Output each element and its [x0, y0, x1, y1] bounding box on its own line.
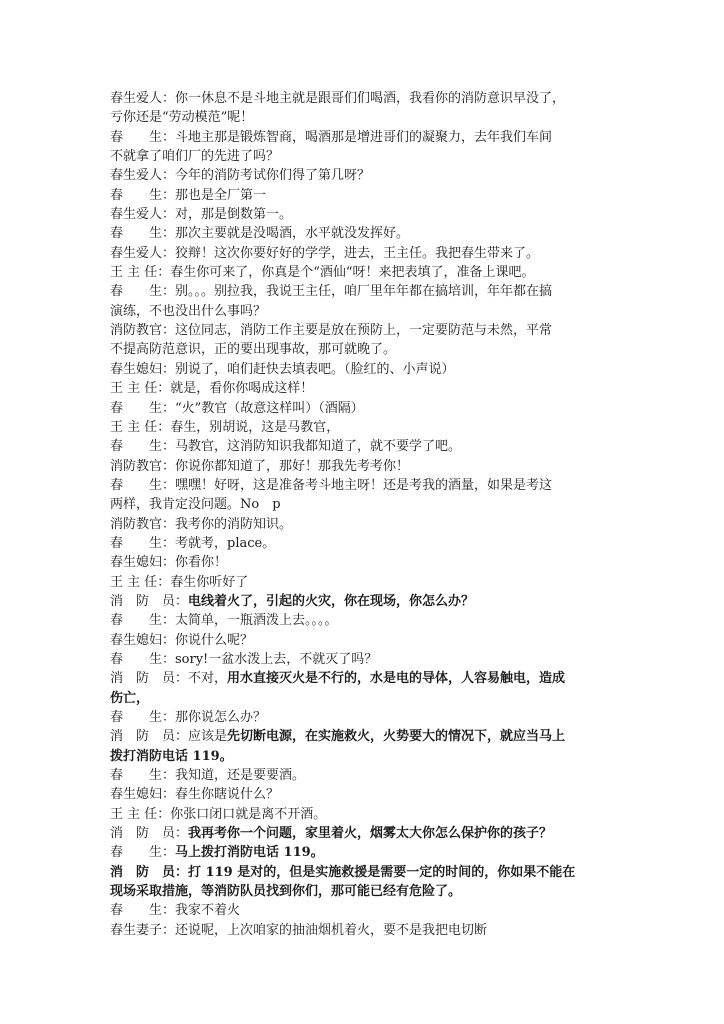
dialogue-line: [110, 476, 620, 495]
line-text: 春 生：别。。。别拉我，我说王主任，咱厂里年年都在搞培训，年年都在搞: [110, 284, 553, 300]
dialogue-line: [110, 611, 620, 630]
dialogue-line: [110, 843, 620, 862]
line-text: 春 生：: [110, 845, 176, 861]
line-text: 春 生：那你说怎么办？: [110, 710, 267, 725]
dialogue-line: [110, 360, 620, 379]
line-text: 王 主 任：你张口闭口就是离不开酒。: [110, 806, 327, 822]
line-text: 两样，我肯定没问题。No p: [110, 497, 281, 513]
line-text: 春 生：sory!一盆水泼上去，不就灭了吗？: [110, 651, 378, 667]
line-text: 春生妻子：还说呢，上次咱家的抽油烟机着火，要不是我把电切断: [110, 922, 488, 938]
line-text: 春生爱人：今年的消防考试你们得了第几呀？: [110, 168, 371, 184]
line-text: 我再考你一个问题，家里着火，烟雾太大你怎么保护你的孩子？: [188, 826, 553, 842]
dialogue-line: [110, 302, 620, 321]
dialogue-line: [110, 747, 620, 766]
line-text: 春生媳妇：春生你瞎说什么？: [110, 787, 280, 803]
dialogue-line: [110, 205, 620, 224]
dialogue-line: [110, 224, 620, 243]
dialogue-line: [110, 399, 620, 418]
line-text: 春生爱人：对，那是倒数第一。: [110, 207, 293, 223]
line-text: 春生爱人：狡辩！这次你要好好的学学，进去，王主任。我把春生带来了。: [110, 245, 540, 261]
line-text: 春 生：考就考，place。: [110, 535, 276, 551]
line-text: 先切断电源，在实施救火，火势要大的情况下，就应当马上: [227, 729, 566, 745]
dialogue-line: [110, 244, 620, 263]
dialogue-line: [110, 186, 620, 205]
line-text: 不就拿了咱们厂的先进了吗？: [110, 149, 280, 165]
line-text: 消 防 员：不对，: [110, 671, 228, 687]
dialogue-line: [110, 128, 620, 147]
dialogue-line: [110, 263, 620, 282]
dialogue-line: [110, 534, 620, 553]
dialogue-line: [110, 457, 620, 476]
dialogue-line: [110, 708, 620, 727]
dialogue-line: [110, 882, 620, 901]
line-text: 消防教官：我考你的消防知识。: [110, 516, 293, 532]
line-text: 春 生：那次主要就是没喝酒，水平就没发挥好。: [110, 226, 410, 242]
dialogue-line: [110, 379, 620, 398]
dialogue-line: [110, 901, 620, 920]
line-text: 消防教官：你说你都知道了，那好！那我先考考你！: [110, 458, 410, 474]
dialogue-line: [110, 437, 620, 456]
line-text: 王 主 任：就是，看你你喝成这样！: [110, 381, 314, 397]
dialogue-line: [110, 805, 620, 824]
line-text: 春 生：嘿嘿！好呀，这是准备考斗地主呀！还是考我的酒量，如果是考这: [110, 477, 553, 493]
line-text: 电线着火了，引起的火灾，你在现场，你怎么办？: [188, 593, 475, 609]
dialogue-line: [110, 418, 620, 437]
line-text: 春生爱人：你一休息不是斗地主就是跟哥们们喝酒，我看你的消防意识早没了，: [110, 91, 566, 106]
dialogue-line: [110, 515, 620, 534]
dialogue-line: [110, 689, 620, 708]
line-text: 消防教官：这位同志，消防工作主要是放在预防上，一定要防范与未然，平常: [110, 323, 553, 339]
line-text: 用水直接灭火是不行的，水是电的导体，人容易触电，造成: [227, 671, 566, 687]
line-text: 王 主 任：春生你可来了，你真是个“酒仙“呀！来把表填了，准备上课吧。: [110, 265, 535, 281]
line-text: 春 生：马教官，这消防知识我都知道了，就不要学了吧。: [110, 439, 462, 455]
dialogue-line: [110, 108, 620, 127]
dialogue-line: [110, 669, 620, 688]
dialogue-line: [110, 553, 620, 572]
line-text: 伤亡，: [110, 690, 150, 706]
line-text: 消 防 员：: [110, 593, 189, 609]
line-text: 春 生：斗地主那是锻炼智商，喝酒那是增进哥们的凝聚力，去年我们车间: [110, 129, 553, 145]
line-text: 马上拨打消防电话 119。: [175, 845, 324, 861]
dialogue-line: [110, 340, 620, 359]
dialogue-line: [110, 631, 620, 650]
dialogue-line: [110, 573, 620, 592]
line-text: 春 生：太简单，一瓶酒泼上去。。。。: [110, 613, 338, 629]
line-text: 春 生：我家不着火: [110, 903, 241, 919]
line-text: 消 防 员：打 119 是对的，但是实施救援是需要一定的时间的，你如果不能在: [110, 864, 576, 880]
line-text: 王 主 任：春生你听好了: [110, 574, 249, 590]
dialogue-line: [110, 282, 620, 301]
line-text: 春生媳妇：别说了，咱们赶快去填表吧。（脸红的、小声说）: [110, 361, 455, 377]
line-text: 春 生：那也是全厂第一: [110, 187, 267, 203]
line-text: 不提高防范意识，正的要出现事故，那可就晚了。: [110, 342, 397, 358]
dialogue-line: [110, 921, 620, 940]
dialogue-line: [110, 592, 620, 611]
line-text: 春 生：我知道，还是要要酒。: [110, 768, 306, 784]
line-text: 春生媳妇：你说什么呢？: [110, 632, 254, 648]
dialogue-line: [110, 321, 620, 340]
dialogue-line: [110, 166, 620, 185]
line-text: 亏你还是“劳动模范”呢！: [110, 110, 254, 126]
line-text: 现场采取措施，等消防队员找到你们，那可能已经有危险了。: [110, 884, 462, 900]
dialogue-line: [110, 727, 620, 746]
line-text: 拨打消防电话 119。: [110, 748, 233, 764]
line-text: 消 防 员：: [110, 826, 189, 842]
line-text: 春 生：“火”教官（故意这样叫）（酒隔）: [110, 400, 364, 416]
dialogue-line: [110, 785, 620, 804]
line-text: 春生媳妇：你看你！: [110, 555, 228, 571]
line-text: 演练，不也没出什么事吗？: [110, 303, 267, 319]
dialogue-line: [110, 495, 620, 514]
line-text: 消 防 员：应该是: [110, 729, 228, 745]
line-text: 王 主 任：春生，别胡说，这是马教官，: [110, 419, 340, 435]
dialogue-line: [110, 824, 620, 843]
dialogue-line: [110, 147, 620, 166]
dialogue-line: [110, 650, 620, 669]
dialogue-line: [110, 766, 620, 785]
dialogue-line: [110, 89, 620, 108]
document-page: [110, 89, 620, 940]
dialogue-line: [110, 863, 620, 882]
